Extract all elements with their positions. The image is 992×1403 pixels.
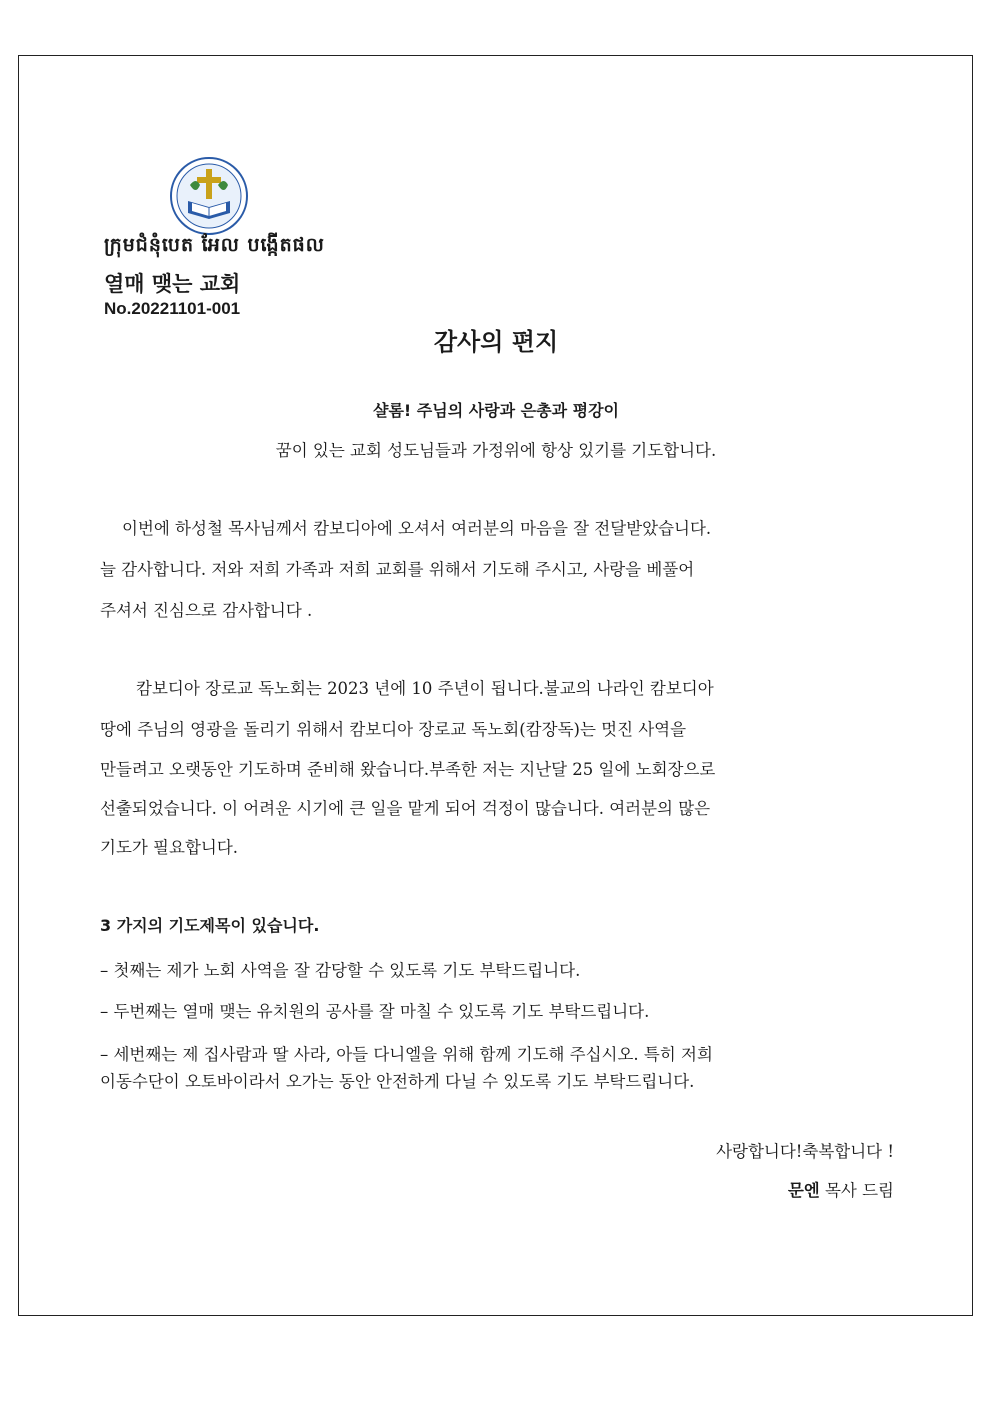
paragraph-1-line-3: 주셔서 진심으로 감사합니다 . xyxy=(100,601,313,620)
document-number: No.20221101-001 xyxy=(104,299,241,318)
khmer-church-name: ក្រុមជំនុំបេត អែល បង្កើតផល xyxy=(104,234,325,256)
greeting-heading: 샬롬! 주님의 사랑과 은총과 평강이 xyxy=(373,401,619,420)
signature xyxy=(788,1177,894,1201)
church-logo xyxy=(168,155,250,237)
paragraph-2-line-2: 땅에 주님의 영광을 돌리기 위해서 캄보디아 장로교 독노회(캄장독)는 멋진 사역을 xyxy=(100,720,687,739)
paragraph-2-line-3: 만들려고 오랫동안 기도하며 준비해 왔습니다.부족한 저는 지난달 25 일에 노회장으로 xyxy=(100,760,716,779)
prayer-item-3-continued: 이동수단이 오토바이라서 오가는 동안 안전하게 다닐 수 있도록 기도 부탁드립니다. xyxy=(100,1072,695,1091)
prayer-heading: 3 가지의 기도제목이 있습니다. xyxy=(100,916,320,935)
paragraph-2-line-4: 선출되었습니다. 이 어려운 시기에 큰 일을 맡게 되어 걱정이 많습니다. 여러분의 많은 xyxy=(100,799,711,818)
paragraph-2-line-1: 캄보디아 장로교 독노회는 2023 년에 10 주년이 됩니다.불교의 나라인 캄보디아 xyxy=(136,679,714,698)
greeting-line: 꿈이 있는 교회 성도님들과 가정위에 항상 있기를 기도합니다. xyxy=(275,441,717,460)
letter-title: 감사의 편지 xyxy=(433,328,559,356)
prayer-item-1: – 첫째는 제가 노회 사역을 잘 감당할 수 있도록 기도 부탁드립니다. xyxy=(100,961,581,980)
signature-title: 목사 드림 xyxy=(819,1181,894,1200)
prayer-item-3: – 세번째는 제 집사람과 딸 사라, 아들 다니엘을 위해 함께 기도해 주십시오. 특히 저희 xyxy=(100,1045,713,1064)
paragraph-1-line-1: 이번에 하성철 목사님께서 캄보디아에 오셔서 여러분의 마음을 잘 전달받았습니다. xyxy=(122,519,712,538)
signature-name: 문엔 xyxy=(787,1181,820,1200)
prayer-item-2: – 두번째는 열매 맺는 유치원의 공사를 잘 마칠 수 있도록 기도 부탁드립니다. xyxy=(100,1002,650,1021)
closing-line: 사랑합니다!축복합니다 ! xyxy=(716,1142,894,1161)
paragraph-1-line-2: 늘 감사합니다. 저와 저희 가족과 저희 교회를 위해서 기도해 주시고, 사랑을 베풀어 xyxy=(100,560,695,579)
paragraph-2-line-5: 기도가 필요합니다. xyxy=(100,838,239,857)
church-name: 열매 맺는 교회 xyxy=(104,272,241,296)
